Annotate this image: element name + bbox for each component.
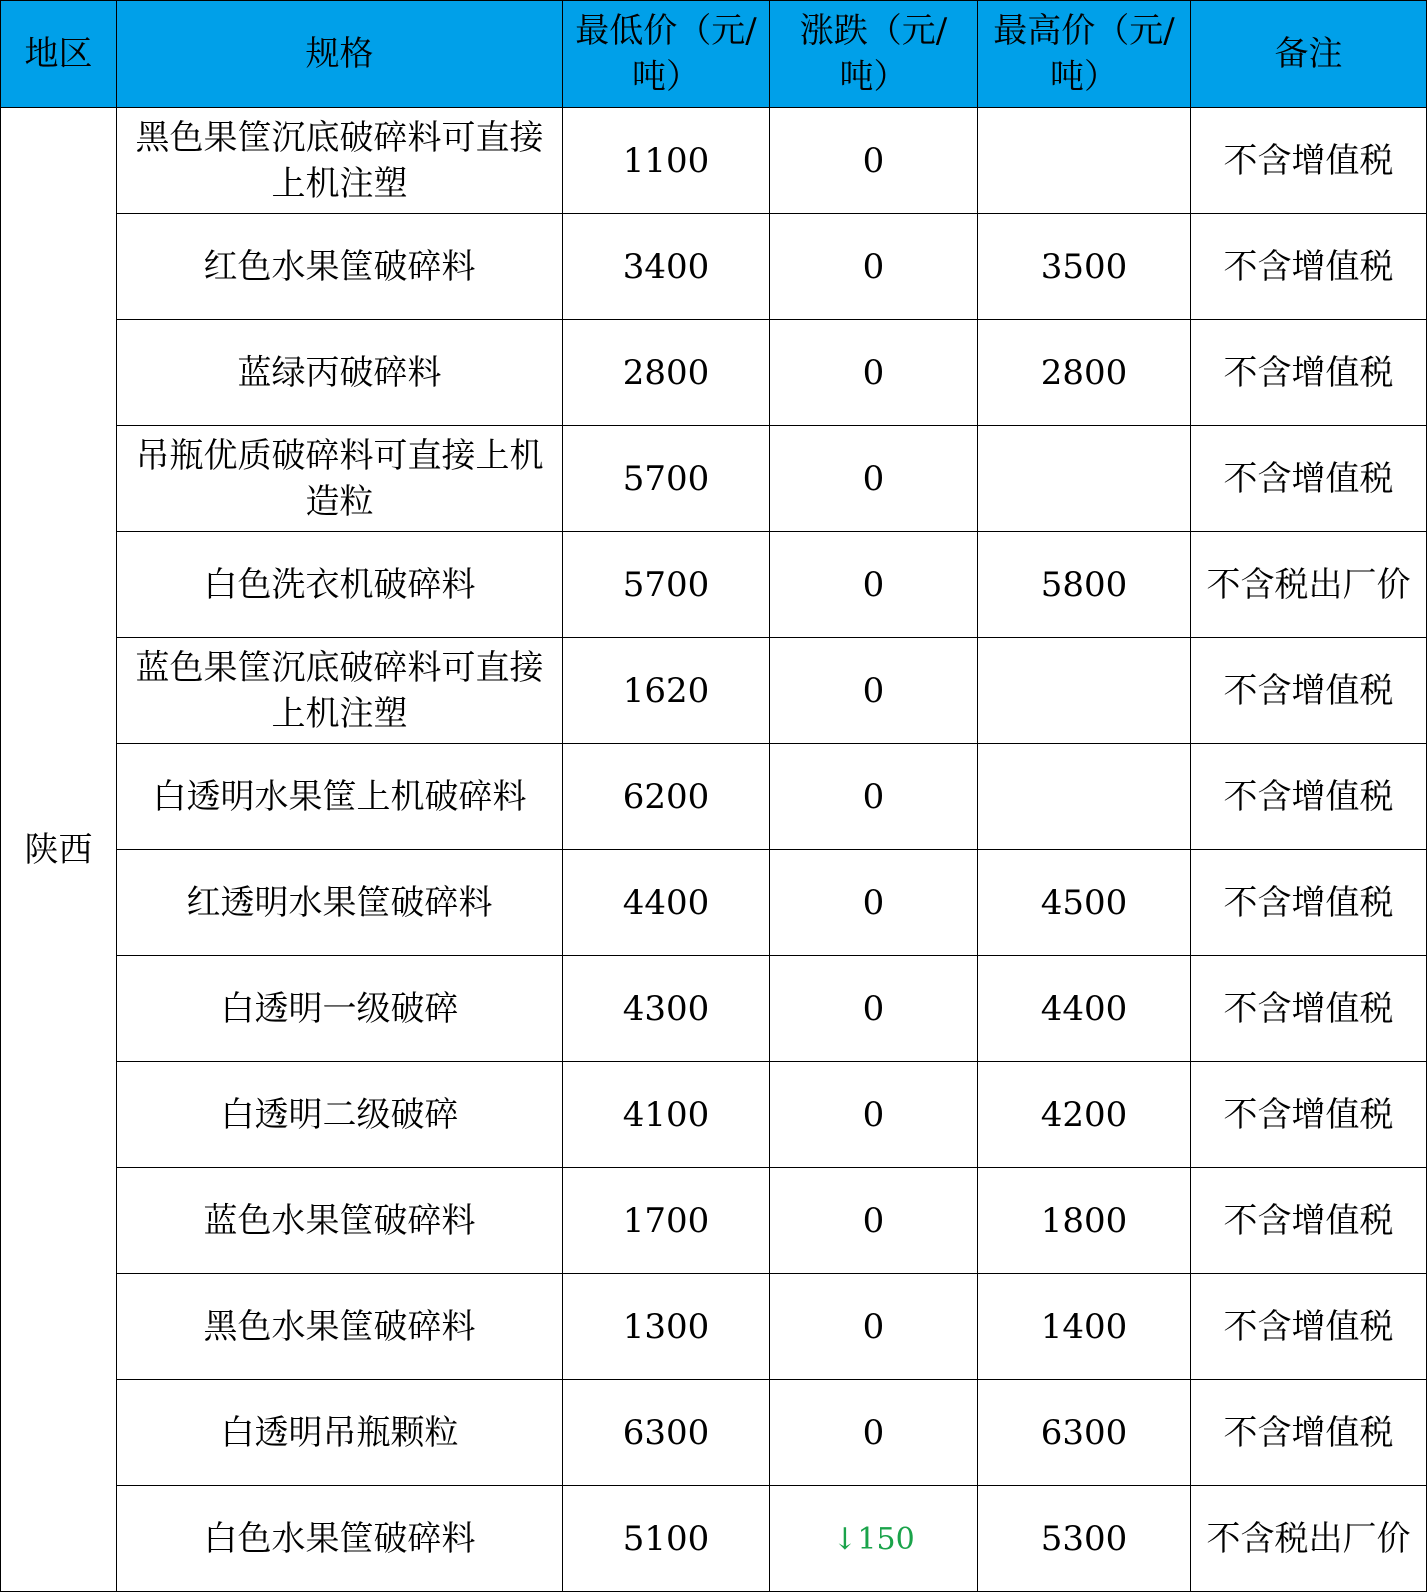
note-cell: 不含增值税 (1191, 850, 1427, 956)
note-cell: 不含增值税 (1191, 1274, 1427, 1380)
header-min-price: 最低价（元/吨） (563, 1, 770, 108)
max-price-cell: 5300 (978, 1486, 1191, 1592)
max-price-cell: 1400 (978, 1274, 1191, 1380)
change-cell (770, 1486, 978, 1592)
note-cell: 不含增值税 (1191, 426, 1427, 532)
min-price-cell: 5700 (563, 532, 770, 638)
note-cell: 不含增值税 (1191, 108, 1427, 214)
region-cell: 陕西 (1, 108, 117, 1592)
note-cell: 不含增值税 (1191, 956, 1427, 1062)
min-price-cell: 2800 (563, 320, 770, 426)
note-cell: 不含税出厂价 (1191, 1486, 1427, 1592)
min-price-cell: 5700 (563, 426, 770, 532)
spec-cell: 红色水果筐破碎料 (117, 214, 563, 320)
max-price-cell (978, 426, 1191, 532)
max-price-cell: 1800 (978, 1168, 1191, 1274)
spec-cell: 吊瓶优质破碎料可直接上机造粒 (117, 426, 563, 532)
note-cell: 不含增值税 (1191, 320, 1427, 426)
min-price-cell: 1620 (563, 638, 770, 744)
spec-cell: 白色洗衣机破碎料 (117, 532, 563, 638)
min-price-cell: 6300 (563, 1380, 770, 1486)
min-price-cell: 1100 (563, 108, 770, 214)
header-row (1, 1, 1427, 108)
min-price-cell: 3400 (563, 214, 770, 320)
max-price-cell: 4200 (978, 1062, 1191, 1168)
change-cell: 0 (770, 850, 978, 956)
table-row (1, 426, 1427, 532)
min-price-cell: 4400 (563, 850, 770, 956)
max-price-cell: 6300 (978, 1380, 1191, 1486)
max-price-cell: 4500 (978, 850, 1191, 956)
change-cell: 0 (770, 1168, 978, 1274)
spec-cell: 蓝色水果筐破碎料 (117, 1168, 563, 1274)
spec-cell: 蓝绿丙破碎料 (117, 320, 563, 426)
table-row (1, 320, 1427, 426)
change-cell: 0 (770, 426, 978, 532)
table-row (1, 1168, 1427, 1274)
min-price-cell: 1300 (563, 1274, 770, 1380)
min-price-cell: 4100 (563, 1062, 770, 1168)
min-price-cell: 4300 (563, 956, 770, 1062)
max-price-cell (978, 744, 1191, 850)
change-cell: 0 (770, 1380, 978, 1486)
spec-cell: 白透明二级破碎 (117, 1062, 563, 1168)
header-region: 地区 (1, 1, 117, 108)
note-cell: 不含增值税 (1191, 1062, 1427, 1168)
table-row (1, 1062, 1427, 1168)
table-row (1, 1380, 1427, 1486)
table-row (1, 1274, 1427, 1380)
note-cell: 不含增值税 (1191, 1168, 1427, 1274)
spec-cell: 蓝色果筐沉底破碎料可直接上机注塑 (117, 638, 563, 744)
spec-cell: 黑色水果筐破碎料 (117, 1274, 563, 1380)
header-spec: 规格 (117, 1, 563, 108)
spec-cell: 红透明水果筐破碎料 (117, 850, 563, 956)
note-cell: 不含增值税 (1191, 214, 1427, 320)
min-price-cell: 6200 (563, 744, 770, 850)
table-row (1, 638, 1427, 744)
max-price-cell: 4400 (978, 956, 1191, 1062)
spec-cell: 白透明一级破碎 (117, 956, 563, 1062)
note-cell: 不含增值税 (1191, 744, 1427, 850)
table-row (1, 1486, 1427, 1592)
spec-cell: 黑色果筐沉底破碎料可直接上机注塑 (117, 108, 563, 214)
table-row (1, 214, 1427, 320)
min-price-cell: 5100 (563, 1486, 770, 1592)
spec-cell: 白色水果筐破碎料 (117, 1486, 563, 1592)
change-cell: 0 (770, 1062, 978, 1168)
max-price-cell: 2800 (978, 320, 1191, 426)
table-row (1, 956, 1427, 1062)
min-price-cell: 1700 (563, 1168, 770, 1274)
note-cell: 不含增值税 (1191, 1380, 1427, 1486)
note-cell: 不含增值税 (1191, 638, 1427, 744)
table-row (1, 744, 1427, 850)
max-price-cell (978, 638, 1191, 744)
change-cell: 0 (770, 320, 978, 426)
change-cell: 0 (770, 214, 978, 320)
table-row (1, 850, 1427, 956)
change-cell: 0 (770, 638, 978, 744)
change-cell: 0 (770, 1274, 978, 1380)
header-note: 备注 (1191, 1, 1427, 108)
change-cell: 0 (770, 956, 978, 1062)
change-cell: 0 (770, 108, 978, 214)
note-cell: 不含税出厂价 (1191, 532, 1427, 638)
header-change: 涨跌（元/吨） (770, 1, 978, 108)
change-cell: 0 (770, 744, 978, 850)
change-cell: 0 (770, 532, 978, 638)
max-price-cell: 3500 (978, 214, 1191, 320)
change-down-value: ↓150 (832, 1521, 915, 1557)
max-price-cell (978, 108, 1191, 214)
header-max-price: 最高价（元/吨） (978, 1, 1191, 108)
table-row (1, 532, 1427, 638)
spec-cell: 白透明吊瓶颗粒 (117, 1380, 563, 1486)
table-body (1, 108, 1427, 1592)
spec-cell: 白透明水果筐上机破碎料 (117, 744, 563, 850)
max-price-cell: 5800 (978, 532, 1191, 638)
table-row (1, 108, 1427, 214)
